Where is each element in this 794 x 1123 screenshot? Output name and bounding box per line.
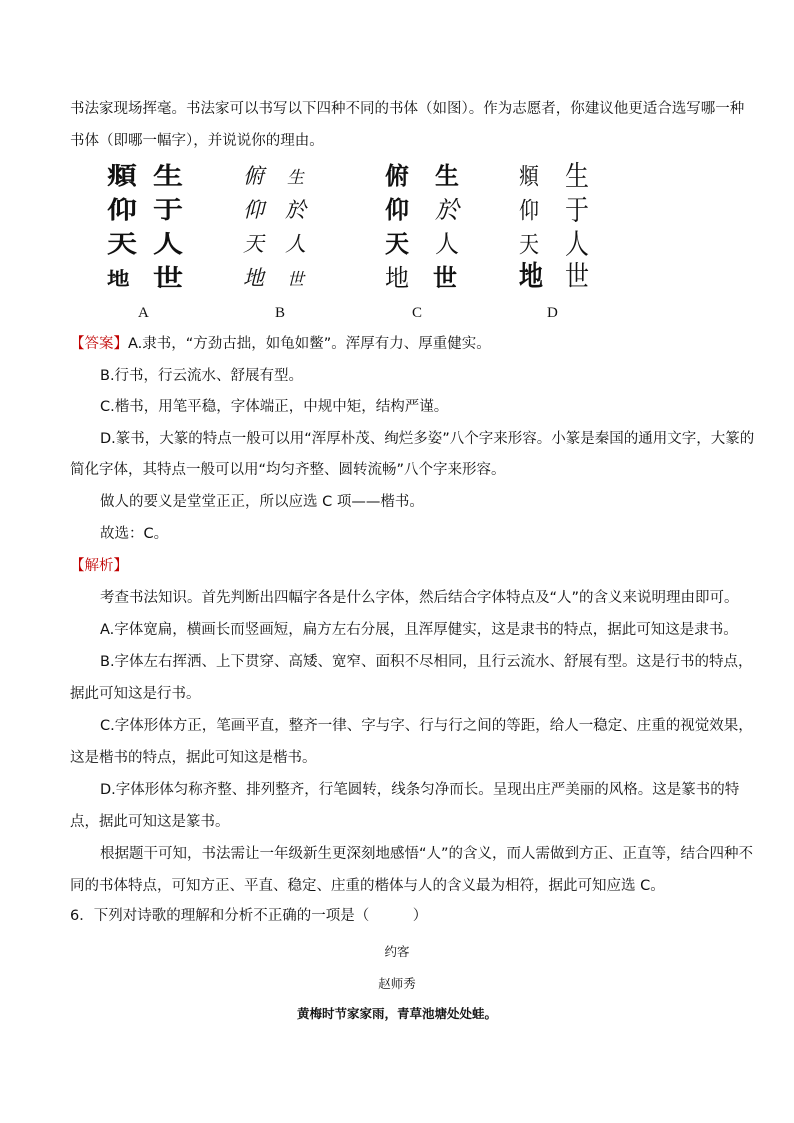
glyph-a-1: 頫 xyxy=(107,161,137,190)
figure-label-a: A xyxy=(138,305,149,321)
glyph-b-4: 於 xyxy=(285,198,306,222)
answer-d-1: D.篆书，大篆的特点一般可以用“浑厚朴茂、绚烂多姿”八个字来形容。小篆是秦国的通用文字，大篆的 xyxy=(100,431,755,447)
analysis-b-1: B.字体左右挥洒、上下贯穿、高矮、宽窄、面积不尽相同，且行云流水、舒展有型。这是行书的特点， xyxy=(100,654,753,670)
glyph-d-5: 天 xyxy=(519,230,540,258)
answer-choice: 故选：C。 xyxy=(100,526,169,542)
glyph-c-7: 地 xyxy=(385,264,409,292)
answer-c: C.楷书，用笔平稳，字体端正，中规中矩，结构严谨。 xyxy=(100,399,449,415)
glyph-a-4: 于 xyxy=(153,195,183,224)
figure-label-c: C xyxy=(412,305,423,321)
answer-tag: 【答案】 xyxy=(70,336,128,352)
glyph-b-6: 人 xyxy=(285,232,306,256)
figure-label-b: B xyxy=(275,305,286,321)
glyph-a-2: 生 xyxy=(153,161,183,190)
glyph-d-4: 于 xyxy=(565,194,590,227)
analysis-tag: 【解析】 xyxy=(70,558,128,574)
glyph-a-8: 世 xyxy=(153,263,183,292)
analysis-p1: 考查书法知识。首先判断出四幅字各是什么字体，然后结合字体特点及“人”的含义来说明理由即可。 xyxy=(100,590,739,606)
analysis-d-2: 点，据此可知这是篆书。 xyxy=(70,814,230,830)
glyph-b-1: 俯 xyxy=(243,164,264,188)
glyph-d-6: 人 xyxy=(565,228,590,261)
intro-line-1: 书法家现场挥毫。书法家可以书写以下四种不同的书体（如图）。作为志愿者，你建议他更适合选写哪一种 xyxy=(70,101,745,117)
glyph-a-5: 天 xyxy=(107,229,137,258)
poem-title: 约客 xyxy=(384,944,410,959)
answer-b: B.行书，行云流水、舒展有型。 xyxy=(100,368,304,384)
analysis-c-2: 这是楷书的特点，据此可知这是楷书。 xyxy=(70,750,317,766)
glyph-b-3: 仰 xyxy=(243,198,264,222)
analysis-a: A.字体宽扁，横画长而竖画短，扁方左右分展，且浑厚健实，这是隶书的特点，据此可知这是隶书。 xyxy=(100,622,738,638)
glyph-d-3: 仰 xyxy=(519,196,540,224)
analysis-d-1: D.字体形体匀称齐整、排列整齐，行笔圆转，线条匀净而长。呈现出庄严美丽的风格。这是篆书的特 xyxy=(100,782,740,798)
glyph-c-5: 天 xyxy=(385,229,409,258)
poem-author: 赵师秀 xyxy=(378,976,416,991)
glyph-c-2: 生 xyxy=(435,161,459,190)
answer-reason: 做人的要义是堂堂正正，所以应选 C 项——楷书。 xyxy=(100,494,424,510)
glyph-b-2: 生 xyxy=(287,168,304,188)
glyph-b-7: 地 xyxy=(243,266,264,290)
glyph-a-3: 仰 xyxy=(107,195,137,224)
glyph-b-5: 天 xyxy=(243,232,264,256)
glyph-d-7: 地 xyxy=(519,258,544,293)
analysis-b-2: 据此可知这是行书。 xyxy=(70,686,201,702)
glyph-d-8: 世 xyxy=(565,260,590,293)
glyph-a-6: 人 xyxy=(153,229,183,258)
figure-label-d: D xyxy=(547,305,558,321)
answer-a: A.隶书，“方劲古拙，如龟如鳖”。浑厚有力、厚重健实。 xyxy=(128,336,491,352)
answer-d-2: 简化字体，其特点一般可以用“均匀齐整、圆转流畅”八个字来形容。 xyxy=(70,462,506,478)
glyph-a-7: 地 xyxy=(107,269,130,290)
answer-a-line xyxy=(70,334,491,354)
glyph-c-3: 仰 xyxy=(385,195,409,224)
glyph-d-1: 頫 xyxy=(519,162,540,190)
calligraphy-figure xyxy=(95,160,615,295)
glyph-b-8: 世 xyxy=(287,270,304,290)
analysis-e-1: 根据题干可知，书法需让一年级新生更深刻地感悟“人”的含义，而人需做到方正、正直等，结合四种不 xyxy=(100,846,754,862)
glyph-c-4: 於 xyxy=(435,196,459,224)
analysis-c-1: C.字体形体方正，笔画平直，整齐一律、字与字、行与行之间的等距，给人一稳定、庄重的视觉效果， xyxy=(100,718,753,734)
poem-line-1: 黄梅时节家家雨，青草池塘处处蛙。 xyxy=(296,1006,497,1021)
analysis-e-2: 同的书体特点，可知方正、平直、稳定、庄重的楷体与人的含义最为相符，据此可知应选 C。 xyxy=(70,878,665,894)
glyph-d-2: 生 xyxy=(565,160,590,193)
question-6-stem: 6．下列对诗歌的理解和分析不正确的一项是（ ） xyxy=(70,908,428,924)
glyph-c-6: 人 xyxy=(435,230,459,258)
intro-line-2: 书体（即哪一幅字），并说说你的理由。 xyxy=(70,133,324,149)
glyph-c-8: 世 xyxy=(433,263,457,292)
glyph-c-1: 俯 xyxy=(385,161,409,190)
